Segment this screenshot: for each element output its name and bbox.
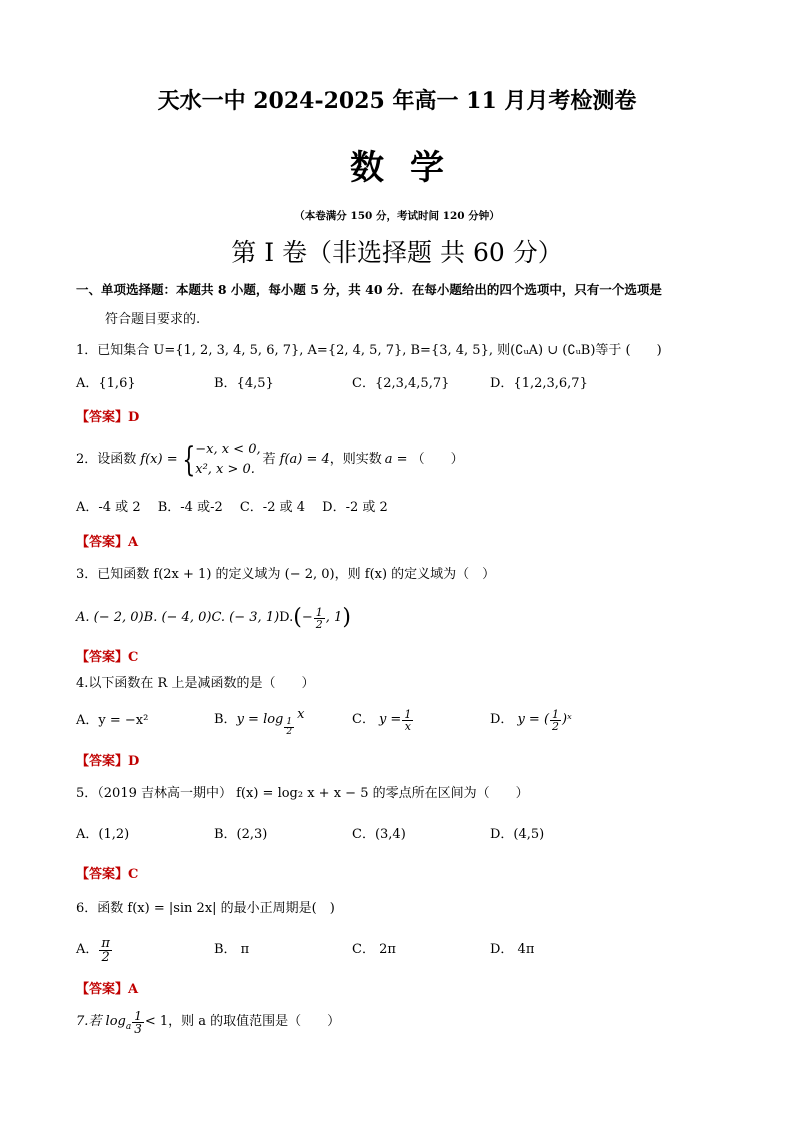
answer-label: 【答案】 (76, 535, 129, 550)
question-1-option-b: B．{4,5} (214, 376, 274, 391)
q3-option-c: C. (− 3, 1) (211, 610, 280, 625)
option-prefix: D． (490, 712, 514, 727)
option-prefix: B． (214, 712, 237, 727)
question-4-option-d (490, 704, 572, 736)
frac-den: 2 (286, 726, 293, 737)
frac-num: 1 (552, 707, 560, 721)
q2-cond: f(a) = 4 (279, 452, 330, 467)
q7-log-base: a (125, 1022, 132, 1032)
option-expr: y = log (236, 712, 284, 727)
answer-value: D (128, 754, 140, 769)
question-5-stem: 5．（2019 吉林高一期中） f(x) = log₂ x + x − 5 的零点所在区间为（ ） (76, 786, 529, 801)
q2-case2: x², x > 0. (195, 462, 255, 477)
q2-case1: −x, x < 0, (195, 442, 261, 457)
question-6-option-b: B． π (214, 942, 250, 957)
q7-suffix: < 1，则 a 的取值范围是（ ） (144, 1014, 341, 1029)
q2-var: a = (384, 452, 408, 467)
question-4-option-a: A．y = −x² (76, 713, 149, 728)
frac-den: 2 (552, 719, 560, 733)
question-3-answer (76, 646, 138, 665)
option-prefix: A． (76, 942, 99, 957)
question-3-options: A. (− 2, 0) B. (− 4, 0) C. (− 3, 1) D. ( − $\frac{1}{2}$ , 1 ) (76, 605, 351, 631)
answer-value: A (128, 535, 139, 550)
exam-title: 天水一中 2024-2025 年高一 11 月月考检测卷 (157, 88, 637, 114)
question-4-answer (76, 750, 139, 769)
question-4-stem: 4.以下函数在 R 上是减函数的是（ ） (76, 676, 315, 691)
frac-num: 1 (134, 1008, 142, 1023)
q2-prefix: 2．设函数 (76, 452, 137, 467)
question-6-option-c: C． 2π (352, 942, 396, 957)
answer-value: A (128, 982, 139, 997)
exam-note: （本卷满分 150 分，考试时间 120 分钟） (294, 210, 500, 222)
question-4-option-b (214, 704, 304, 736)
answer-label: 【答案】 (76, 982, 129, 997)
answer-value: C (128, 650, 139, 665)
option-rest: )ˣ (562, 712, 572, 727)
subject-title: 数学 (350, 148, 470, 188)
question-5-option-d: D．(4,5) (490, 827, 545, 842)
q7-frac (132, 1010, 144, 1035)
answer-value: D (128, 410, 140, 425)
question-7-stem (76, 1004, 340, 1040)
answer-label: 【答案】 (76, 754, 129, 769)
answer-label: 【答案】 (76, 650, 129, 665)
q2-fx: f(x) = (140, 452, 178, 467)
section-title: 第 I 卷（非选择题 共 60 分） (231, 238, 563, 267)
frac-den: 3 (134, 1021, 142, 1036)
option-frac (550, 709, 561, 732)
question-3-stem: 3．已知函数 f(2x + 1) 的定义域为 (− 2, 0)，则 f(x) 的定义域为（ ） (76, 567, 496, 582)
option-expr: y = (378, 712, 402, 727)
frac-den: 2 (315, 617, 323, 631)
frac-den: 2 (101, 949, 110, 965)
instructions-line2: 符合题目要求的. (105, 312, 201, 327)
question-2-stem (76, 437, 464, 483)
frac-den: x (404, 719, 411, 733)
q3-right-paren: ) (342, 605, 351, 630)
question-5-option-a: A．(1,2) (76, 827, 130, 842)
option-frac (99, 937, 112, 964)
question-6-answer (76, 978, 138, 997)
frac-num: 1 (286, 716, 293, 727)
q3-option-b: B. (− 4, 0) (143, 610, 212, 625)
q7-prefix: 7.若 log (76, 1014, 126, 1029)
question-6-stem: 6．函数 f(x) = |sin 2x| 的最小正周期是( ) (76, 901, 335, 916)
answer-label: 【答案】 (76, 867, 129, 882)
question-6-option-a (76, 932, 113, 968)
question-1-option-c: C．{2,3,4,5,7} (352, 376, 450, 391)
question-1-answer (76, 406, 139, 425)
answer-value: C (128, 867, 139, 882)
q3-option-d-prefix: D. (279, 610, 294, 625)
option-prefix: C． (352, 712, 375, 727)
q2-cases (195, 440, 260, 480)
q3-option-d-rest: , 1 (325, 610, 343, 625)
question-1-option-d: D．{1,2,3,6,7} (490, 376, 588, 391)
option-expr: y = ( (517, 712, 550, 727)
question-2-answer (76, 531, 138, 550)
q2-suffix: ，则实数 (329, 452, 382, 467)
instructions-line1: 一、单项选择题：本题共 8 小题，每小题 5 分，共 40 分．在每小题给出的四个选项中，只有一个选项是 (76, 282, 662, 297)
q3-option-a: A. (− 2, 0) (76, 610, 144, 625)
question-4-option-c (352, 704, 414, 736)
q3-option-d-frac (314, 607, 325, 630)
question-5-option-c: C．(3,4) (352, 827, 406, 842)
question-5-option-b: B．(2,3) (214, 827, 268, 842)
question-6-option-d: D． 4π (490, 942, 535, 957)
option-var: x (297, 707, 305, 722)
question-2-options: A．-4 或 2 B．-4 或-2 C．-2 或 4 D．-2 或 2 (76, 500, 388, 515)
option-frac (402, 709, 413, 732)
question-5-answer (76, 863, 138, 882)
q2-mid: 若 (262, 452, 276, 467)
frac-num: π (101, 935, 110, 951)
frac-num: 1 (404, 707, 412, 721)
log-base-frac (284, 718, 294, 737)
q2-paren: （ ） (411, 452, 464, 467)
q3-left-paren: ( (293, 605, 302, 630)
question-1-option-a: A．{1,6} (76, 376, 136, 391)
answer-label: 【答案】 (76, 410, 129, 425)
question-1-stem: 1．已知集合 U={1, 2, 3, 4, 5, 6, 7}, A={2, 4, 5, 7}, B={3, 4, 5}, 则(∁ᵤA) ∪ (∁ᵤB)等于 ( ) (76, 343, 662, 358)
frac-num: 1 (315, 605, 323, 619)
q2-brace: { (181, 440, 195, 480)
